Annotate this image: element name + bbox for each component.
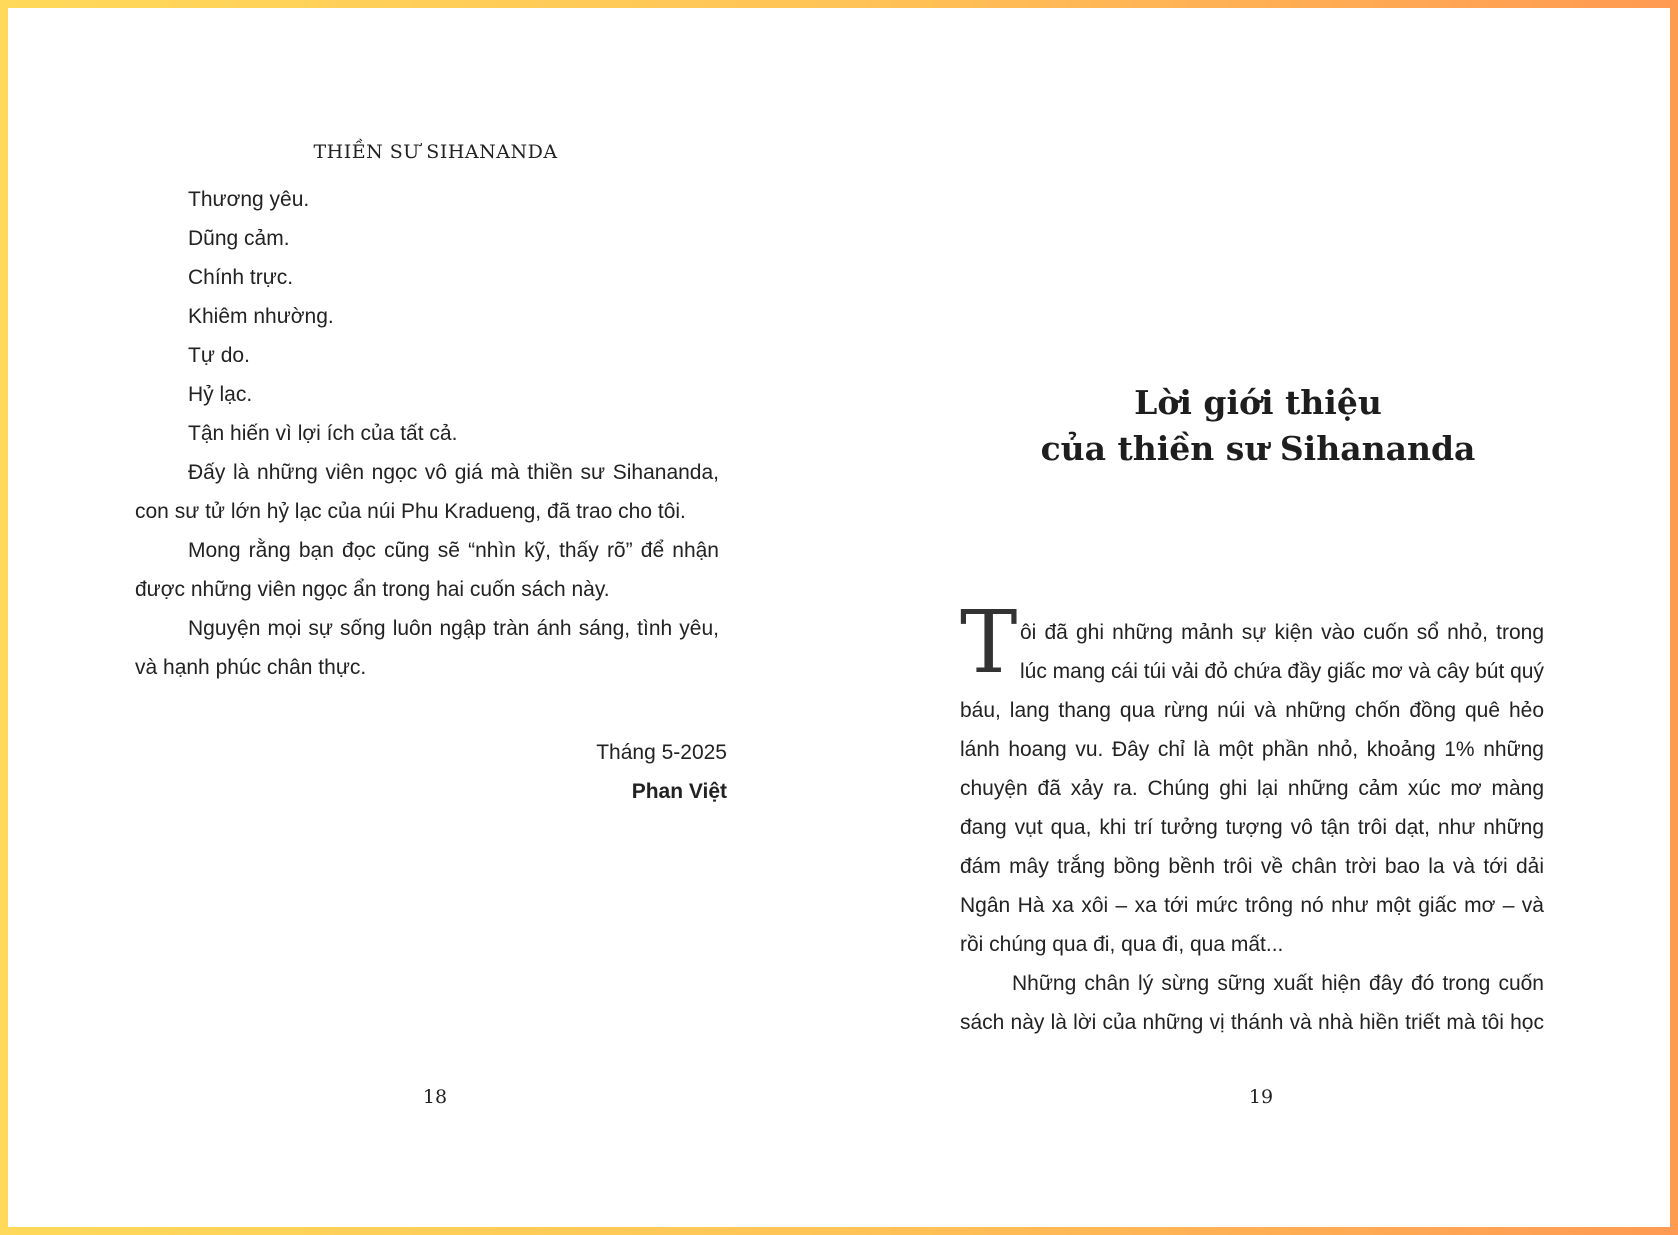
text-line: Đấy là những viên ngọc vô giá mà thiền sư Sihananda, xyxy=(188,461,719,484)
text-line: và hạnh phúc chân thực. xyxy=(135,656,367,679)
text-line: Mong rằng bạn đọc cũng sẽ “nhìn kỹ, thấy rõ” để nhận xyxy=(188,539,719,562)
text-line: Chính trực. xyxy=(188,266,294,289)
running-head: THIỀN SƯ SIHANANDA xyxy=(313,141,558,163)
text-line: Những chân lý sừng sững xuất hiện đây đó trong cuốn xyxy=(1012,972,1544,995)
signature-author: Phan Việt xyxy=(631,780,727,803)
text-line: chuyện đã xảy ra. Chúng ghi lại những cảm xúc mơ màng xyxy=(960,777,1544,800)
text-line: được những viên ngọc ẩn trong hai cuốn sách này. xyxy=(135,578,610,601)
page-number: 19 xyxy=(1248,1086,1274,1108)
text-line: Ngân Hà xa xôi – xa tới mức trông nó như một giấc mơ – và xyxy=(960,894,1544,917)
signature-date: Tháng 5-2025 xyxy=(596,741,727,764)
text-line: lánh hoang vu. Đây chỉ là một phần nhỏ, khoảng 1% những xyxy=(960,738,1544,761)
text-line: Tự do. xyxy=(188,344,250,367)
text-line: ôi đã ghi những mảnh sự kiện vào cuốn sổ nhỏ, trong xyxy=(1020,621,1544,644)
right-page xyxy=(838,8,1670,1227)
text-line: con sư tử lớn hỷ lạc của núi Phu Kradueng, đã trao cho tôi. xyxy=(135,500,686,523)
text-line: Hỷ lạc. xyxy=(188,383,253,406)
text-line: Nguyện mọi sự sống luôn ngập tràn ánh sáng, tình yêu, xyxy=(188,617,719,640)
book-spread xyxy=(8,8,1670,1227)
chapter-title: của thiền sư Sihananda xyxy=(1040,429,1476,468)
text-line: lúc mang cái túi vải đỏ chứa đầy giấc mơ và cây bút quý xyxy=(1020,660,1544,683)
chapter-title: Lời giới thiệu xyxy=(1134,383,1382,422)
drop-cap: T xyxy=(960,593,1018,693)
text-line: sách này là lời của những vị thánh và nhà hiền triết mà tôi học xyxy=(960,1011,1544,1034)
text-line: Khiêm nhường. xyxy=(188,305,334,328)
left-page xyxy=(8,8,838,1227)
text-line: Dũng cảm. xyxy=(188,227,290,250)
text-line: Thương yêu. xyxy=(188,188,310,211)
text-line: đám mây trắng bồng bềnh trôi về chân trời bao la và tới dải xyxy=(960,855,1544,878)
text-line: rồi chúng qua đi, qua đi, qua mất... xyxy=(960,933,1284,956)
text-line: đang vụt qua, khi trí tưởng tượng vô tận trôi dạt, như những xyxy=(960,816,1544,839)
text-line: báu, lang thang qua rừng núi và những chốn đồng quê hẻo xyxy=(960,699,1544,722)
text-line: Tận hiến vì lợi ích của tất cả. xyxy=(188,422,458,445)
page-number: 18 xyxy=(422,1086,448,1108)
